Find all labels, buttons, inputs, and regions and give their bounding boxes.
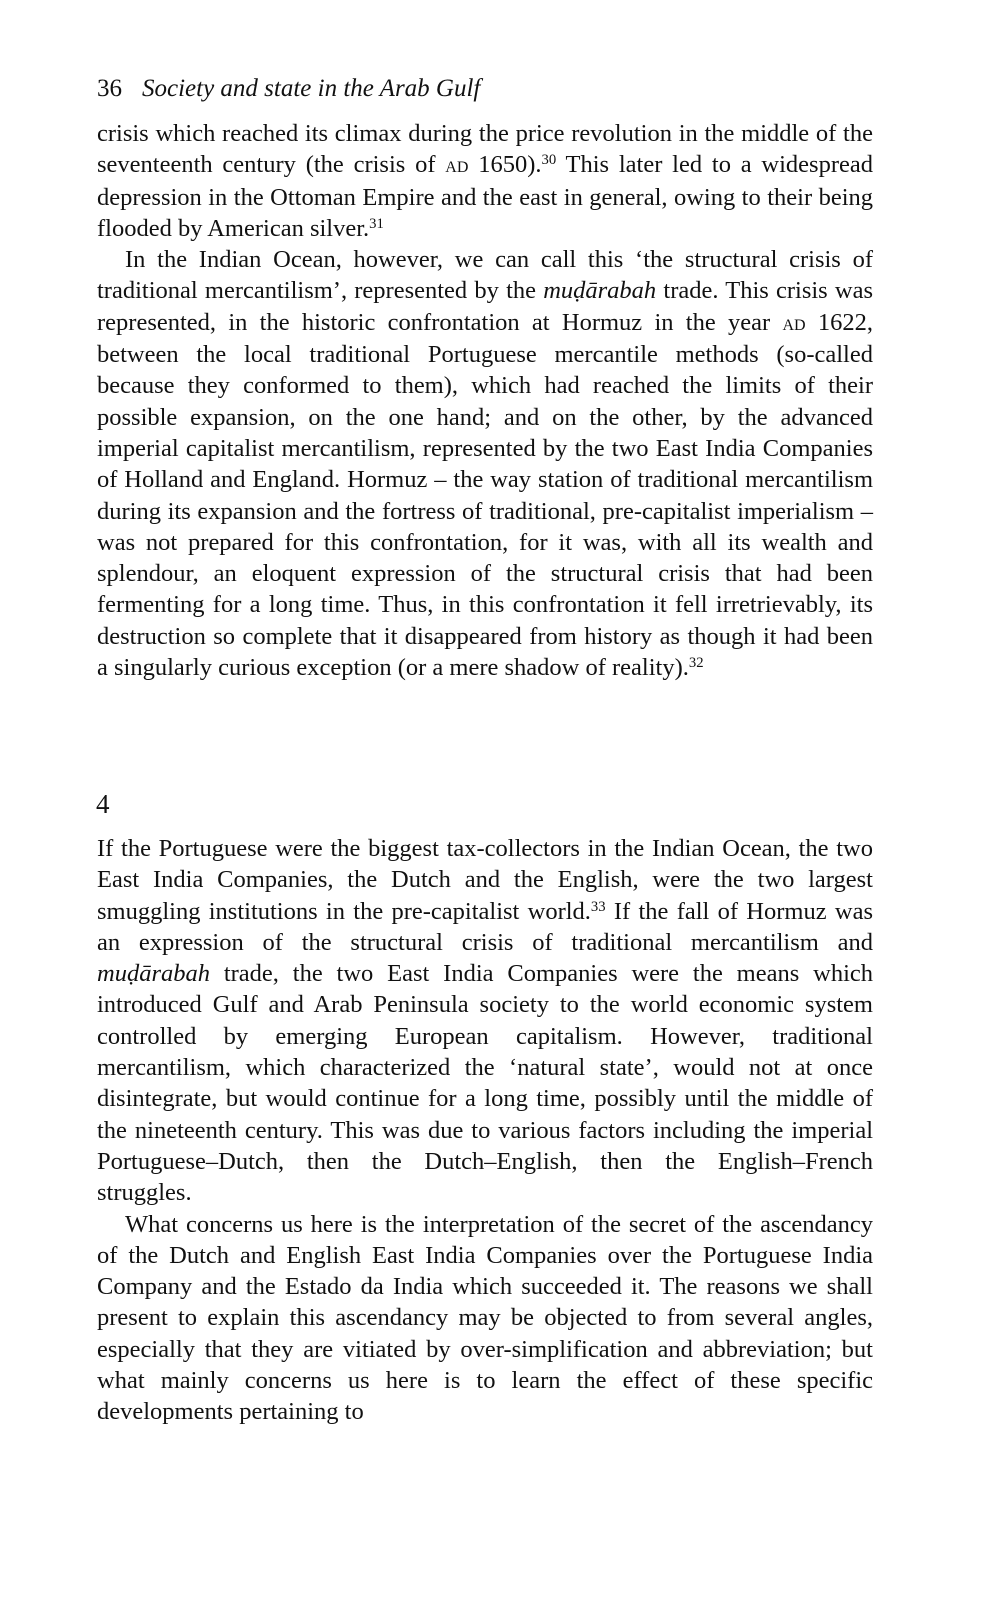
- section-number: 4: [96, 789, 110, 819]
- text-run: This later led to a widespread depression in the Ottoman Empire and the east in general, owing to their being flooded by American silver.: [97, 151, 873, 242]
- footnote-ref: 31: [369, 215, 384, 232]
- text-run: If the fall of Hormuz was an expression of the structural crisis of traditional mercantilism and: [97, 897, 873, 956]
- paragraph: [97, 244, 873, 683]
- text-run: If the Portuguese were the biggest tax-collectors in the Indian Ocean, the two East India Companies, the Dutch and the English, were the two largest smuggling institutions in the pre-capitalist world.: [97, 835, 873, 925]
- page-number: 36: [97, 75, 122, 102]
- paragraph: What concerns us here is the interpretation of the secret of the ascendancy of the Dutch and English East India Companies over the Portuguese India Company and the Estado da India which succeeded it. The reasons we shall present to explain this ascendancy may be objected to from several angles, especially that they are vitiated by over-simplification and abbreviation; but what mainly concerns us here is to learn the effect of these specific developments pertaining to: [97, 1210, 873, 1426]
- section-body: [97, 833, 873, 1428]
- era-abbreviation: ad: [782, 309, 806, 336]
- era-abbreviation: ad: [445, 152, 469, 179]
- paragraph: [97, 833, 873, 1209]
- text-run: 1650).: [468, 151, 542, 179]
- italic-term: muḍārabah: [543, 277, 657, 305]
- text-run: In the Indian Ocean, however, we can call this ‘the structural crisis of traditional mercantilism’, represented by the: [97, 246, 873, 305]
- text-run: crisis which reached its climax during the price revolution in the middle of the seventeenth century (the crisis of: [97, 120, 873, 179]
- text-run: trade. This crisis was represented, in the historic confrontation at Hormuz in the year: [97, 277, 873, 336]
- footnote-ref: 33: [590, 898, 606, 915]
- running-title: Society and state in the Arab Gulf: [142, 75, 481, 102]
- text-run: 1622, between the local traditional Portuguese mercantile methods (so-called because they conformed to them), which had reached the limits of their possible expansion, on the one hand; and on the other, by the advanced imperial capitalist mercantilism, represented by the two East India Companies of Holland and England. Hormuz – the way station of traditional mercantilism during its expansion and the fortress of traditional, pre-capitalist imperialism – was not prepared for this confrontation, for it was, with all its wealth and splendour, an eloquent expression of the structural crisis that had been fermenting for a long time. Thus, in this confrontation it fell irretrievably, its destruction so complete that it disappeared from history as though it had been a singularly curious exception (or a mere shadow of reality).: [97, 308, 874, 682]
- running-header: [97, 74, 480, 104]
- text-run: trade, the two East India Companies were the means which introduced Gulf and Arab Peninsula society to the world economic system controlled by emerging European capitalism. However, traditional mercantilism, which characterized the ‘natural state’, would not at once disintegrate, but would continue for a long time, possibly until the middle of the nineteenth century. This was due to various factors including the imperial Portuguese–Dutch, then the Dutch–English, then the English–French struggles.: [97, 960, 873, 1207]
- section-continuation: [97, 118, 873, 683]
- footnote-ref: 32: [688, 654, 704, 671]
- footnote-ref: 30: [541, 152, 557, 169]
- paragraph: [97, 118, 873, 244]
- italic-term: muḍārabah: [97, 960, 210, 988]
